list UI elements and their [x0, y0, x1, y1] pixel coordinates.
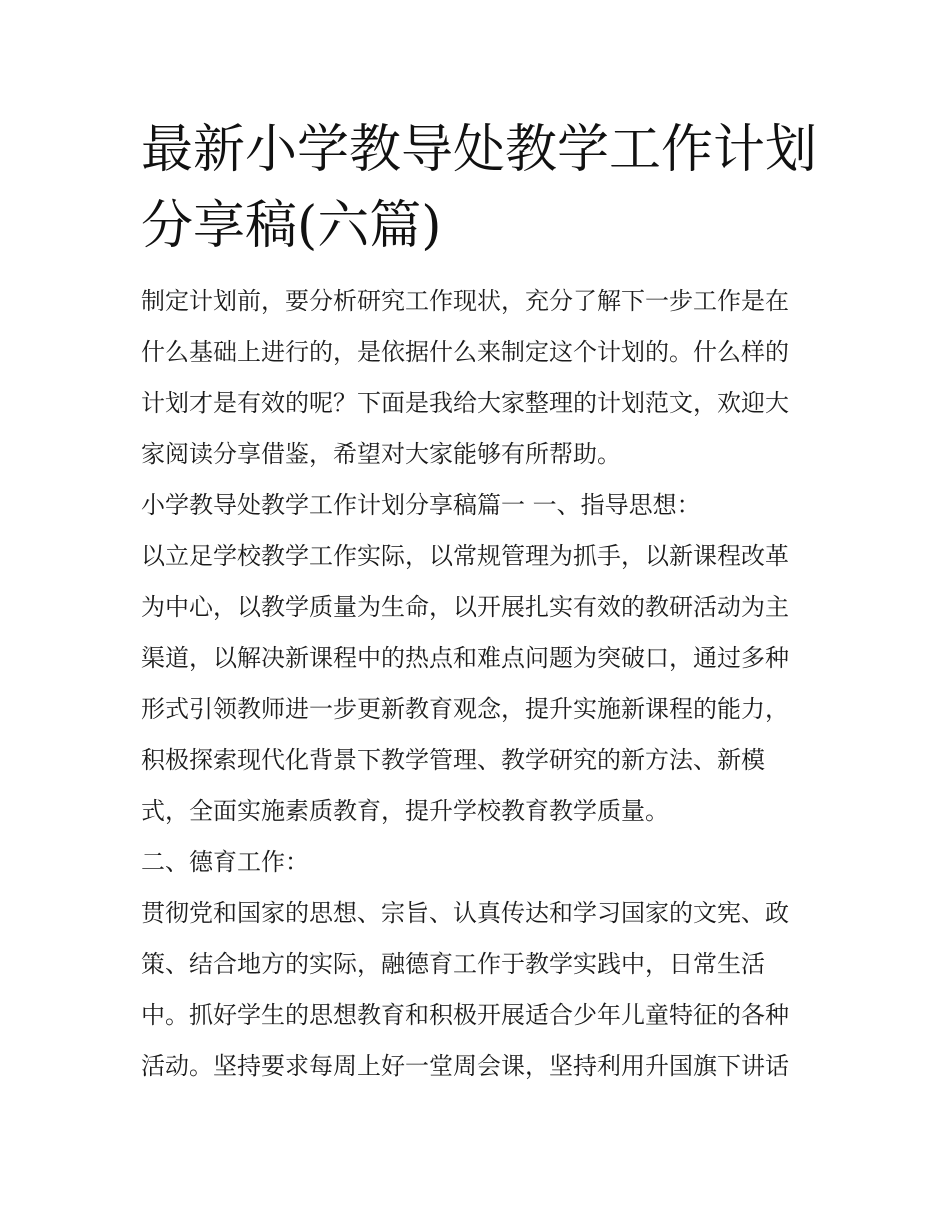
document-title [141, 112, 821, 264]
intro-paragraph-line: 制定计划前，要分析研究工作现状，充分了解下一步工作是在 [141, 287, 789, 315]
document-body [141, 276, 821, 1092]
guiding-thought-line: 积极探索现代化背景下教学管理、教学研究的新方法、新模 [141, 746, 765, 774]
section-heading-moral-education: 二、德育工作： [141, 848, 309, 876]
guiding-thought-line: 以立足学校教学工作实际，以常规管理为抓手，以新课程改革 [141, 542, 789, 570]
section-heading-guiding-thought: 小学教导处教学工作计划分享稿篇一 一、指导思想： [141, 491, 701, 519]
title-line: 最新小学教导处教学工作计划 [141, 120, 818, 180]
moral-education-line: 策、结合地方的实际，融德育工作于教学实践中，日常生活 [141, 950, 765, 978]
moral-education-line: 贯彻党和国家的思想、宗旨、认真传达和学习国家的文宪、政 [141, 899, 789, 927]
moral-education-line: 活动。坚持要求每周上好一堂周会课，坚持利用升国旗下讲话 [141, 1052, 789, 1080]
intro-paragraph-line: 家阅读分享借鉴，希望对大家能够有所帮助。 [141, 440, 621, 468]
guiding-thought-line: 为中心，以教学质量为生命，以开展扎实有效的教研活动为主 [141, 593, 789, 621]
guiding-thought-line: 渠道，以解决新课程中的热点和难点问题为突破口，通过多种 [141, 644, 789, 672]
title-line: 分享稿(六篇) [141, 196, 442, 256]
intro-paragraph-line: 什么基础上进行的，是依据什么来制定这个计划的。什么样的 [141, 338, 789, 366]
guiding-thought-line: 式，全面实施素质教育，提升学校教育教学质量。 [141, 797, 669, 825]
intro-paragraph-line: 计划才是有效的呢？下面是我给大家整理的计划范文，欢迎大 [141, 389, 789, 417]
moral-education-line: 中。抓好学生的思想教育和积极开展适合少年儿童特征的各种 [141, 1001, 789, 1029]
guiding-thought-line: 形式引领教师进一步更新教育观念，提升实施新课程的能力， [141, 695, 789, 723]
